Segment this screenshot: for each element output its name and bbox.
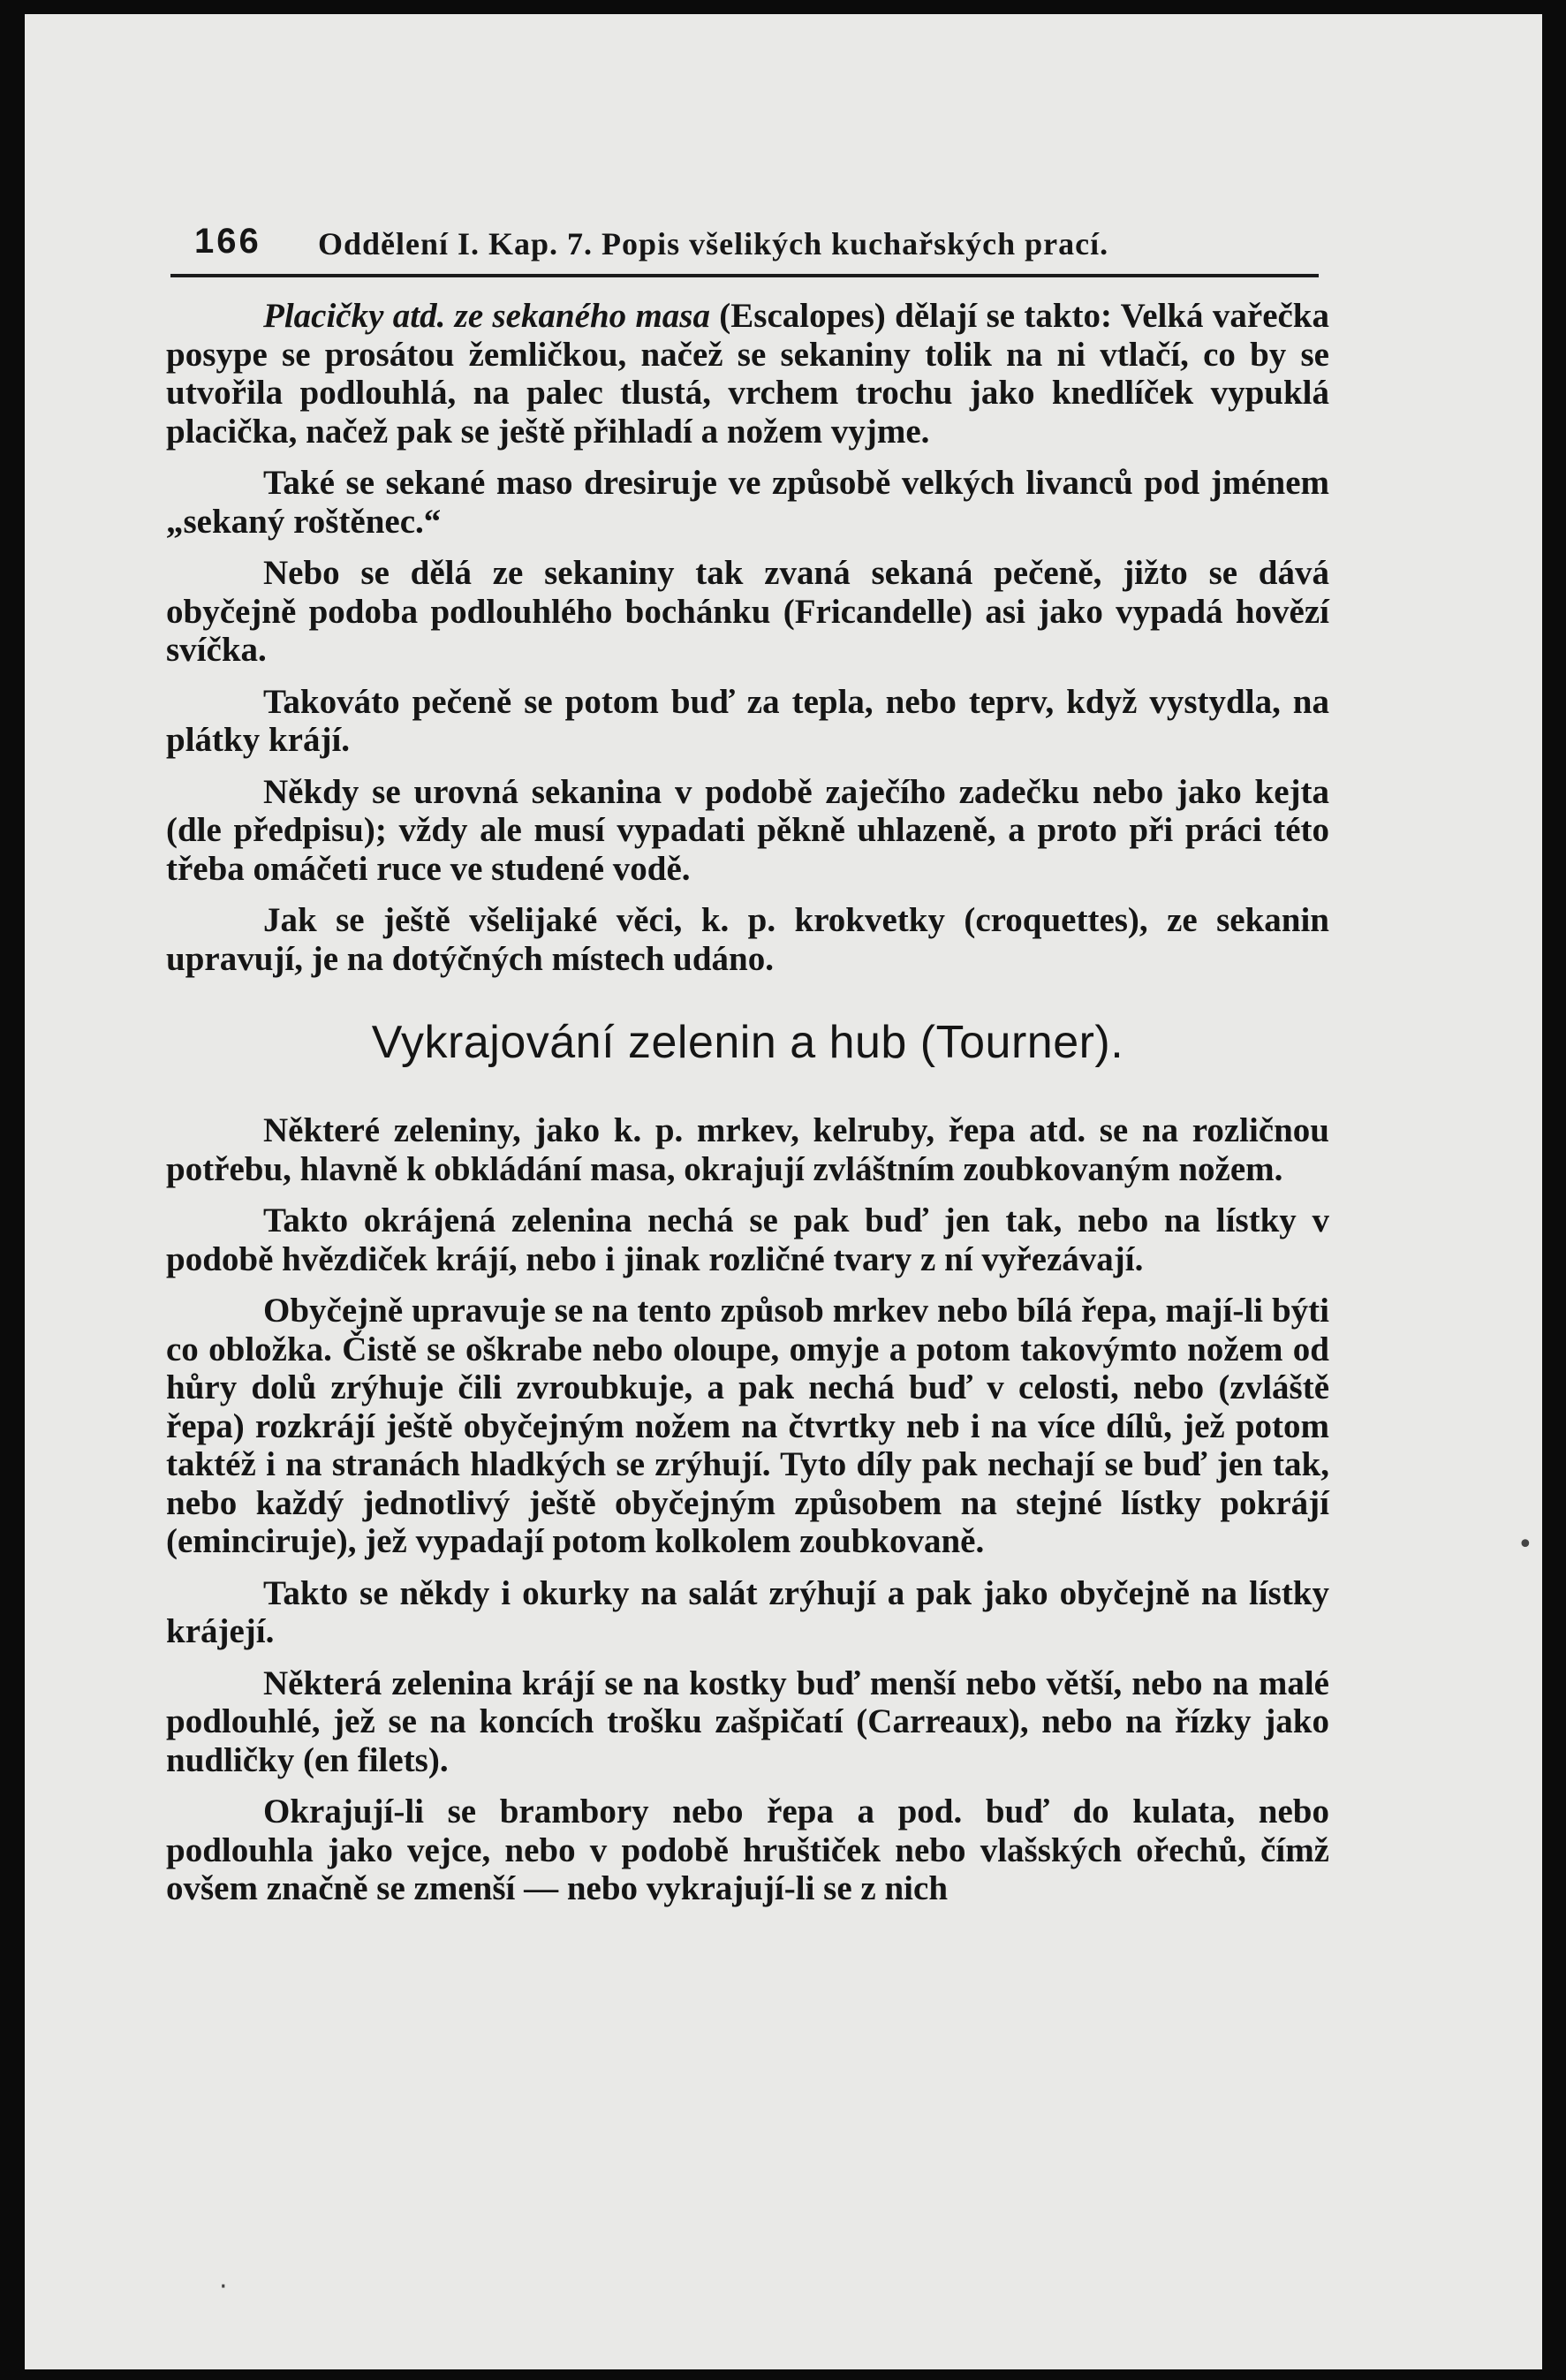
running-title: Oddělení I. Kap. 7. Popis všelikých kuchařských prací. (318, 226, 1109, 261)
paragraph: Také se sekané maso dresiruje ve způsobě velkých livanců pod jménem „sekaný roštěnec.“ (166, 464, 1329, 541)
page-header (170, 207, 1319, 277)
paragraph: Takováto pečeně se potom buď za tepla, nebo teprv, když vystydla, na plátky krájí. (166, 682, 1329, 759)
paragraph: Obyčejně upravuje se na tento způsob mrkev nebo bílá řepa, mají-li býti co obložka. Čistě se oškrabe nebo oloupe, omyje a potom takovýmto nožem od hůry dolů zrýhuje čili zvroubkuje, a pak nechá buď v celosti, nebo (zvláště řepa) rozkrájí ještě obyčejným nožem na čtvrtky neb i na více dílů, jež potom taktéž i na stranách hladkých se zrýhují. Tyto díly pak nechají se buď jen tak, nebo každý jednotlivý ještě obyčejným způsobem na stejné lístky pokrájí (eminciruje), jež vypadají potom kolkolem zoubkovaně. (166, 1292, 1329, 1560)
paragraph: Okrajují-li se brambory nebo řepa a pod. buď do kulata, nebo podlouhla jako vejce, nebo v podobě hruštiček nebo vlašských ořechů, čímž ovšem značně se zmenší — nebo vykrajují-li se z nich (166, 1793, 1329, 1907)
paragraph: Některé zeleniny, jako k. p. mrkev, kelruby, řepa atd. se na rozličnou potřebu, hlavně k obkládání masa, okrajují zvláštním zoubkovaným nožem. (166, 1111, 1329, 1188)
paragraph: Takto se někdy i okurky na salát zrýhují a pak jako obyčejně na lístky krájejí. (166, 1573, 1329, 1650)
scan-speck: · (219, 2271, 228, 2302)
paragraph: Některá zelenina krájí se na kostky buď menší nebo větší, nebo na malé podlouhlé, jež se na koncích trošku zašpičatí (Carreaux), nebo na řízky jako nudličky (en filets). (166, 1664, 1329, 1779)
paragraph (166, 297, 1329, 451)
paragraph: Nebo se dělá ze sekaniny tak zvaná sekaná pečeně, jižto se dává obyčejně podoba podlouhlého bochánku (Fricandelle) asi jako vypadá hovězí svíčka. (166, 554, 1329, 669)
paragraph: Někdy se urovná sekanina v podobě zaječího zadečku nebo jako kejta (dle předpisu); vždy ale musí vypadati pěkně uhlazeně, a proto při práci této třeba omáčeti ruce ve studené vodě. (166, 772, 1329, 888)
scan-speck: • (1517, 1529, 1533, 1560)
paragraph-text: (Escalopes) dělají se takto: Velká vařečka posype se prosátou žemličkou, načež se sekaniny tolik na ni vtlačí, co by se utvořila podlouhlá, na palec tlustá, vrchem trochu jako knedlíček vypuklá placička, načež pak se ještě přihladí a nožem vyjme. (166, 297, 1330, 451)
page-number: 166 (194, 222, 261, 261)
paragraph: Takto okrájená zelenina nechá se pak buď jen tak, nebo na lístky v podobě hvězdiček krájí, nebo i jinak rozličné tvary z ní vyřezávají. (166, 1201, 1329, 1278)
paragraph-lead-italic: Placičky atd. ze sekaného masa (263, 297, 710, 335)
section-heading: Vykrajování zelenin a hub (Tourner). (371, 1017, 1124, 1068)
page-body (166, 297, 1329, 1921)
book-page (25, 14, 1542, 2369)
paragraph: Jak se ještě všelijaké věci, k. p. krokvetky (croquettes), ze sekanin upravují, je na dotýčných místech udáno. (166, 901, 1329, 978)
